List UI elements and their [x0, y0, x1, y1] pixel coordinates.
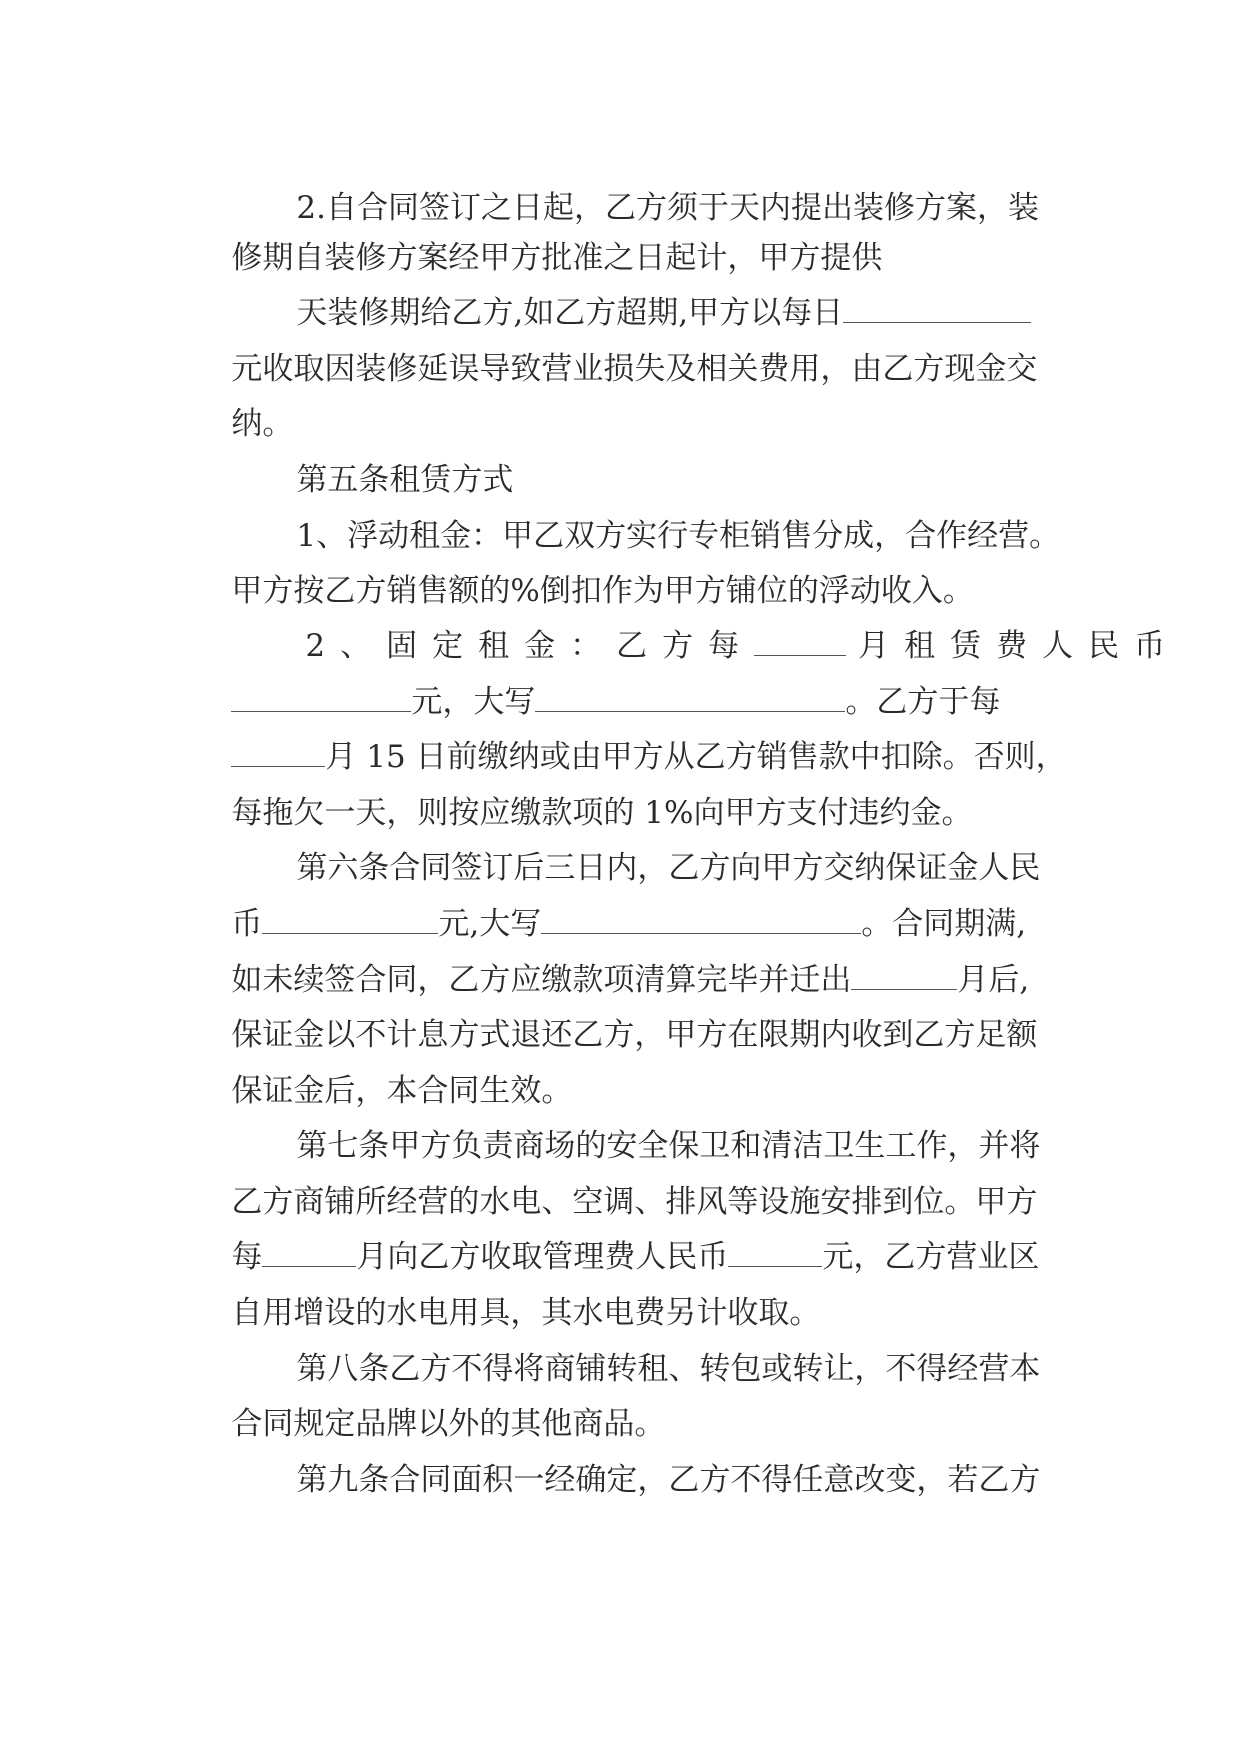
line-text: 币	[231, 906, 263, 942]
paragraph-line	[257, 253, 1031, 331]
line-text: 2、固定租金：乙方每	[305, 628, 755, 664]
paragraph-line	[192, 920, 1030, 998]
paragraph-line	[192, 1253, 821, 1331]
line-text: 天装修期给乙方,如乙方超期,甲方以每日	[296, 295, 844, 331]
line-text: 元，大写	[411, 684, 536, 720]
line-text: 每拖欠一天，则按应缴款项的 1%向甲方支付违约金。	[231, 795, 973, 831]
paragraph-line	[266, 586, 1181, 664]
line-text: 1、浮动租金：甲乙双方实行专柜销售分成，合作经营。	[296, 518, 1061, 554]
paragraph-line	[257, 476, 1061, 554]
paragraph-line	[192, 753, 973, 831]
paragraph-line	[257, 1420, 1041, 1498]
line-text: 第六条合同签订后三日内，乙方向甲方交纳保证金人民	[296, 850, 1041, 886]
line-text: 第五条租赁方式	[296, 462, 514, 498]
line-text: 甲方按乙方销售额的%倒扣作为甲方铺位的浮动收入。	[231, 573, 974, 609]
paragraph-line	[192, 309, 1038, 387]
line-text: 合同规定品牌以外的其他商品。	[231, 1406, 666, 1442]
line-text: 第九条合同面积一经确定，乙方不得任意改变，若乙方	[296, 1462, 1041, 1498]
line-text: 月租赁费人民币	[858, 628, 1181, 664]
paragraph-line	[257, 1086, 1041, 1164]
line-text: 元,大写	[438, 906, 542, 942]
line-text: 元，乙方营业区	[822, 1239, 1040, 1275]
paragraph-line	[192, 1142, 1038, 1220]
line-text: 月 15 日前缴纳或由甲方从乙方销售款中扣除。否则，	[325, 739, 1067, 775]
line-text: 。合同期满,	[861, 906, 1027, 942]
paragraph-line	[192, 697, 1067, 775]
paragraph-line	[192, 364, 294, 442]
line-text: 如未续签合同，乙方应缴款项清算完毕并迁出	[231, 962, 852, 998]
line-text: 月向乙方收取管理费人民币	[356, 1239, 729, 1275]
line-text: 第八条乙方不得将商铺转租、转包或转让，不得经营本	[296, 1351, 1041, 1387]
paragraph-line	[192, 1031, 573, 1109]
paragraph-line	[192, 531, 974, 609]
paragraph-line	[257, 1309, 1041, 1387]
section-heading	[257, 420, 514, 498]
paragraph-line	[192, 1364, 666, 1442]
line-text: 修期自装修方案经甲方批准之日起计，甲方提供	[231, 240, 883, 276]
paragraph-line	[192, 642, 1001, 720]
line-text: 元收取因装修延误导致营业损失及相关费用，由乙方现金交	[231, 351, 1038, 387]
line-text: 2.自合同签订之日起，乙方须于天内提出装修方案，装	[296, 190, 1039, 226]
paragraph-line	[192, 1197, 1040, 1275]
paragraph-line	[192, 864, 1027, 942]
line-text: 每	[231, 1239, 263, 1275]
line-text: 纳。	[231, 406, 294, 442]
paragraph-line	[257, 148, 1039, 226]
paragraph-line	[192, 198, 883, 276]
line-text: 保证金后，本合同生效。	[231, 1073, 573, 1109]
line-text: 。乙方于每	[845, 684, 1001, 720]
line-text: 第七条甲方负责商场的安全保卫和清洁卫生工作，并将	[296, 1128, 1041, 1164]
paragraph-line	[192, 975, 1038, 1053]
line-text: 乙方商铺所经营的水电、空调、排风等设施安排到位。甲方	[231, 1184, 1038, 1220]
line-text: 自用增设的水电用具，其水电费另计收取。	[231, 1295, 821, 1331]
line-text: 保证金以不计息方式退还乙方，甲方在限期内收到乙方足额	[231, 1017, 1038, 1053]
paragraph-line	[257, 808, 1041, 886]
line-text: 月后,	[957, 962, 1030, 998]
